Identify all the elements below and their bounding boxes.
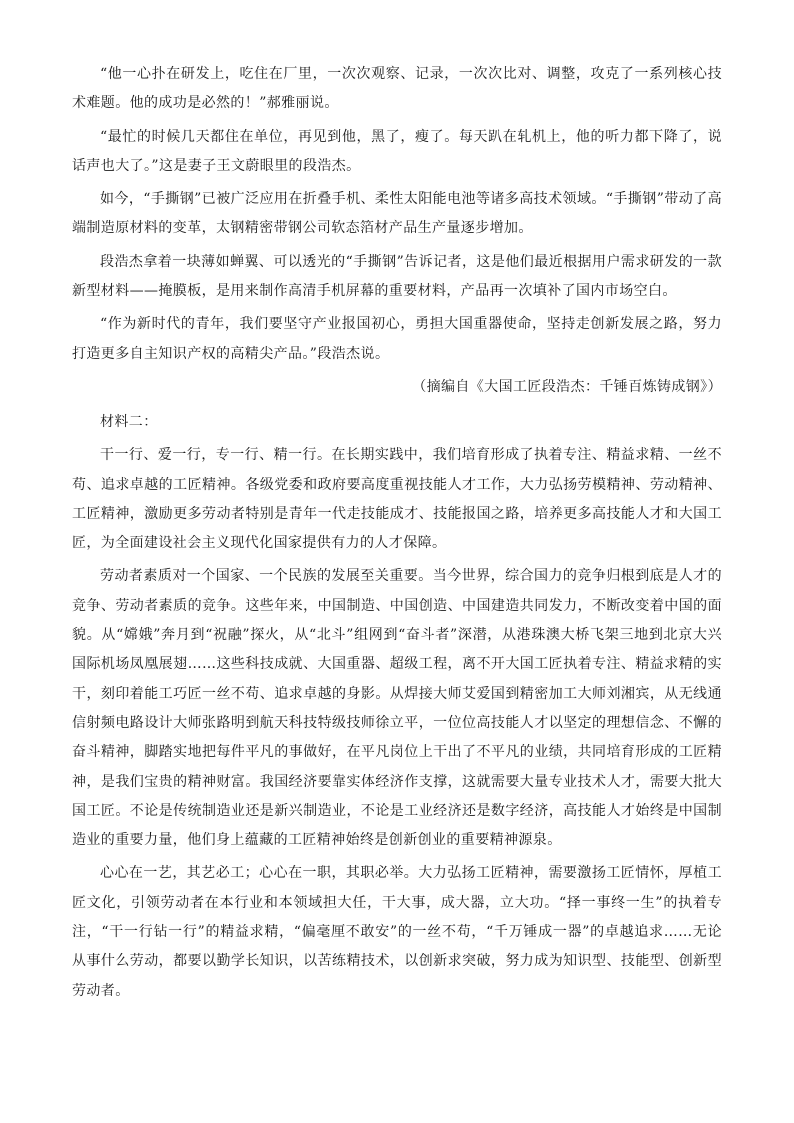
document-page xyxy=(72,60,722,1010)
paragraph-worker-quality: 劳动者素质对一个国家、一个民族的发展至关重要。当今世界，综合国力的竞争归根到底是人才的竞争、劳动者素质的竞争。这些年来，中国制造、中国创造、中国建造共同发力，不断改变着中国的面貌。从“嫦娥”奔月到“祝融”探火，从“北斗”组网到“奋斗者”深潜，从港珠澳大桥飞架三地到北京大兴国际机场凤凰展翅……这些科技成就、大国重器、超级工程，离不开大国工匠执着专注、精益求精的实干，刻印着能工巧匠一丝不苟、追求卓越的身影。从焊接大师艾爱国到精密加工大师刘湘宾，从无线通信射频电路设计大师张路明到航天科技特级技师徐立平，一位位高技能人才以坚定的理想信念、不懈的奋斗精神，脚踏实地把每件平凡的事做好，在平凡岗位上干出了不平凡的业绩，共同培育形成的工匠精神，是我们宝贵的精神财富。我国经济要靠实体经济作支撑，这就需要大量专业技术人才，需要大批大国工匠。不论是传统制造业还是新兴制造业，不论是工业经济还是数字经济，高技能人才始终是中国制造业的重要力量，他们身上蕴藏的工匠精神始终是创新创业的重要精神源泉。 xyxy=(72,568,722,849)
paragraph-new-material: 段浩杰拿着一块薄如蝉翼、可以透光的“手撕钢”告诉记者，这是他们最近根据用户需求研发的一款新型材料——掩膜板，是用来制作高清手机屏幕的重要材料，产品再一次填补了国内市场空白。 xyxy=(72,253,722,300)
paragraph-quote-duan-haojie: “作为新时代的青年，我们要坚守产业报国初心，勇担大国重器使命，坚持走创新发展之路，努力打造更多自主知识产权的高精尖产品。”段浩杰说。 xyxy=(72,316,722,362)
paragraph-quote-wang-wenwei: “最忙的时候几天都住在单位，再见到他，黑了，瘦了。每天趴在轧机上，他的听力都下降了，说话声也大了。”这是妻子王文蔚眼里的段浩杰。 xyxy=(72,128,722,174)
paragraph-applications: 如今，“手撕钢”已被广泛应用在折叠手机、柔性太阳能电池等诸多高技术领域。“手撕钢”带动了高端制造原材料的变革，太钢精密带钢公司软态箔材产品生产量逐步增加。 xyxy=(72,191,722,237)
source-citation: （摘编自《大国工匠段浩杰：千锤百炼铸成钢》） xyxy=(412,378,722,395)
paragraph-craftsman-spirit: 干一行、爱一行，专一行、精一行。在长期实践中，我们培育形成了执着专注、精益求精、一丝不苟、追求卓越的工匠精神。各级党委和政府要高度重视技能人才工作，大力弘扬劳模精神、劳动精神、工匠精神，激励更多劳动者特别是青年一代走技能成才、技能报国之路，培养更多高技能人才和大国工匠，为全面建设社会主义现代化国家提供有力的人才保障。 xyxy=(72,447,722,552)
paragraph-promote-spirit: 心心在一艺，其艺必工；心心在一职，其职必举。大力弘扬工匠精神，需要激扬工匠情怀，厚植工匠文化，引领劳动者在本行业和本领域担大任，干大事，成大器，立大功。“择一事终一生”的执着专注，“干一行钻一行”的精益求精，“偏毫厘不敢安”的一丝不苟，“千万锤成一器”的卓越追求……无论从事什么劳动，都要以勤学长知识，以苦练精技术，以创新求突破，努力成为知识型、技能型、创新型劳动者。 xyxy=(72,865,722,999)
paragraph-quote-hao-yali: “他一心扑在研发上，吃住在厂里，一次次观察、记录，一次次比对、调整，攻克了一系列核心技术难题。他的成功是必然的！”郝雅丽说。 xyxy=(72,66,722,112)
material-two-label: 材料二： xyxy=(100,413,158,430)
